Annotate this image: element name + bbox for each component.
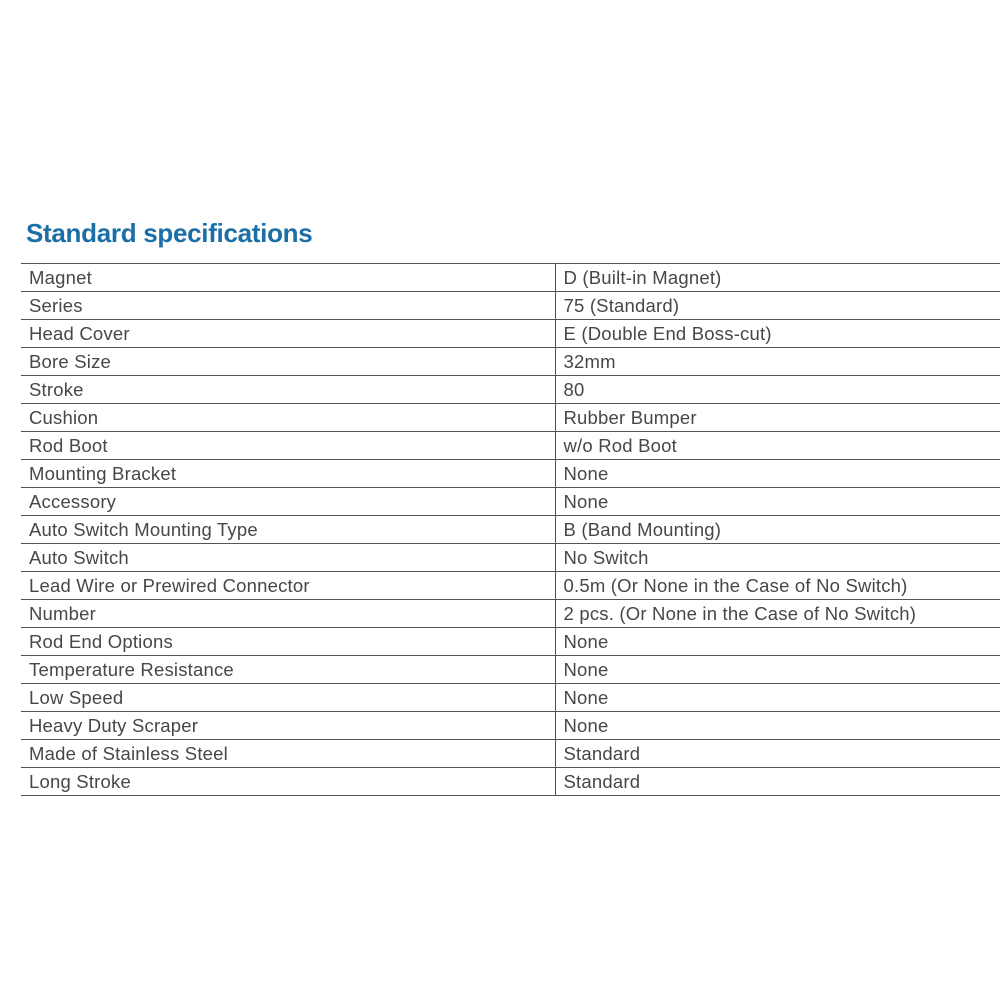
- spec-value: None: [555, 656, 1000, 684]
- table-row: [21, 264, 1000, 292]
- spec-key: Auto Switch: [21, 544, 555, 572]
- spec-value: 2 pcs. (Or None in the Case of No Switch): [555, 600, 1000, 628]
- table-row: [21, 768, 1000, 796]
- spec-value: Standard: [555, 740, 1000, 768]
- table-row: [21, 712, 1000, 740]
- spec-table: [21, 263, 1000, 796]
- table-row: [21, 656, 1000, 684]
- spec-key: Series: [21, 292, 555, 320]
- spec-key: Mounting Bracket: [21, 460, 555, 488]
- spec-key: Heavy Duty Scraper: [21, 712, 555, 740]
- spec-value: 75 (Standard): [555, 292, 1000, 320]
- spec-value: None: [555, 628, 1000, 656]
- table-row: [21, 516, 1000, 544]
- spec-key: Made of Stainless Steel: [21, 740, 555, 768]
- spec-value: D (Built-in Magnet): [555, 264, 1000, 292]
- table-row: [21, 348, 1000, 376]
- spec-key: Accessory: [21, 488, 555, 516]
- table-row: [21, 600, 1000, 628]
- spec-value: 80: [555, 376, 1000, 404]
- spec-key: Cushion: [21, 404, 555, 432]
- table-row: [21, 544, 1000, 572]
- table-row: [21, 376, 1000, 404]
- spec-key: Head Cover: [21, 320, 555, 348]
- table-row: [21, 740, 1000, 768]
- table-row: [21, 488, 1000, 516]
- spec-value: w/o Rod Boot: [555, 432, 1000, 460]
- spec-value: None: [555, 488, 1000, 516]
- table-row: [21, 684, 1000, 712]
- table-row: [21, 460, 1000, 488]
- spec-key: Stroke: [21, 376, 555, 404]
- page-title: Standard specifications: [26, 218, 313, 248]
- spec-key: Auto Switch Mounting Type: [21, 516, 555, 544]
- spec-key: Temperature Resistance: [21, 656, 555, 684]
- spec-value: 32mm: [555, 348, 1000, 376]
- table-row: [21, 572, 1000, 600]
- table-row: [21, 432, 1000, 460]
- spec-value: Rubber Bumper: [555, 404, 1000, 432]
- spec-key: Lead Wire or Prewired Connector: [21, 572, 555, 600]
- spec-key: Rod End Options: [21, 628, 555, 656]
- table-row: [21, 292, 1000, 320]
- spec-key: Bore Size: [21, 348, 555, 376]
- spec-value: B (Band Mounting): [555, 516, 1000, 544]
- spec-key: Low Speed: [21, 684, 555, 712]
- spec-key: Long Stroke: [21, 768, 555, 796]
- table-row: [21, 628, 1000, 656]
- spec-value: E (Double End Boss-cut): [555, 320, 1000, 348]
- spec-value: None: [555, 684, 1000, 712]
- table-row: [21, 404, 1000, 432]
- spec-value: Standard: [555, 768, 1000, 796]
- spec-value: None: [555, 712, 1000, 740]
- spec-key: Rod Boot: [21, 432, 555, 460]
- spec-key: Number: [21, 600, 555, 628]
- spec-value: No Switch: [555, 544, 1000, 572]
- table-row: [21, 320, 1000, 348]
- spec-value: 0.5m (Or None in the Case of No Switch): [555, 572, 1000, 600]
- spec-value: None: [555, 460, 1000, 488]
- spec-key: Magnet: [21, 264, 555, 292]
